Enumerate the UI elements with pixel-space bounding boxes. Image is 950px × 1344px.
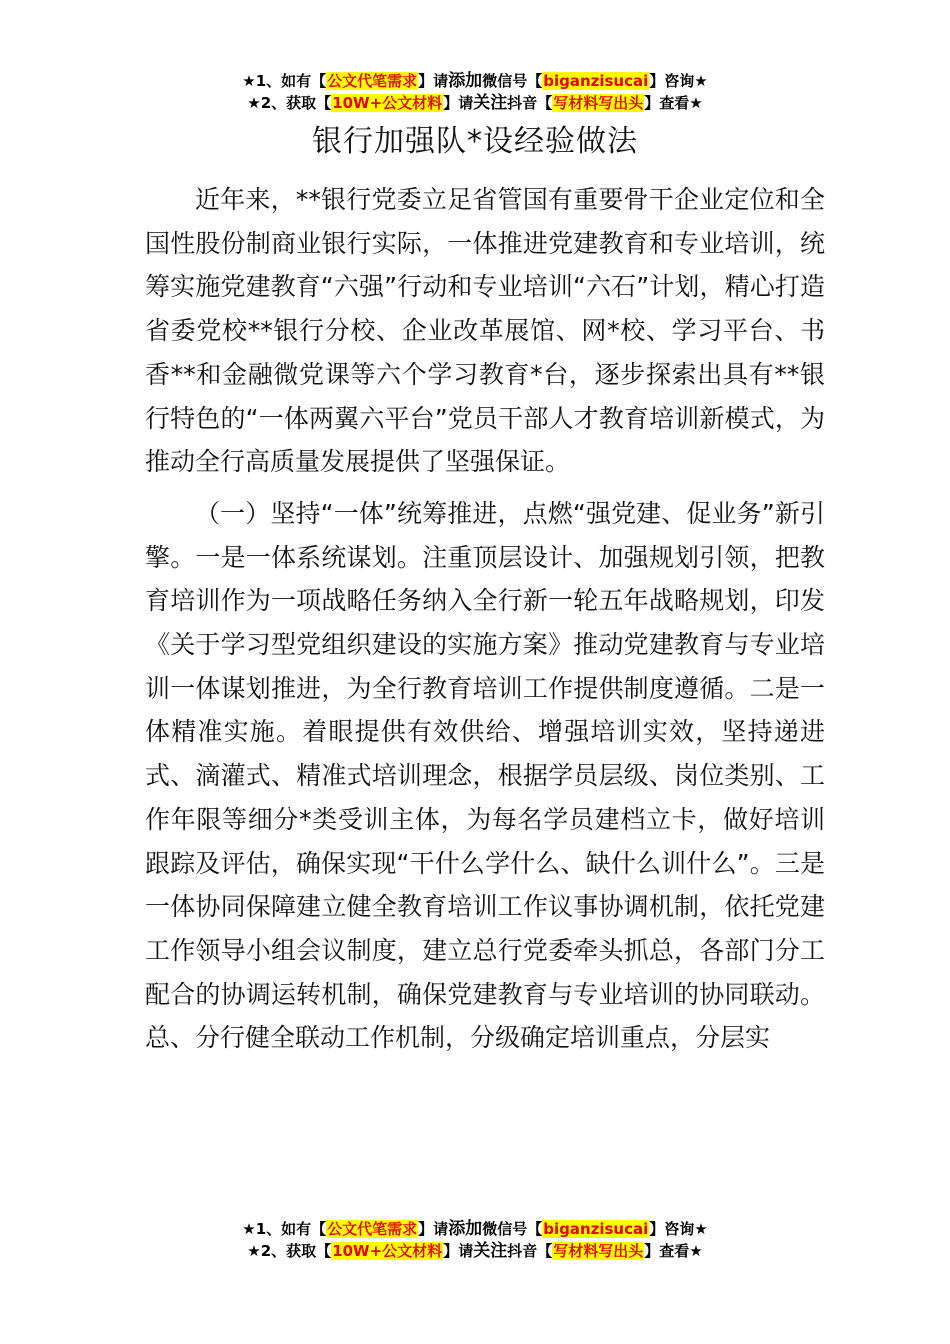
banner-text: 】查看★	[644, 1242, 703, 1260]
paragraph-section-1: （一）坚持“一体”统筹推进，点燃“强党建、促业务”新引擎。一是一体系统谋划。注重顶层设计、加强规划引领，把教育培训作为一项战略任务纳入全行新一轮五年战略规划，印发《关于学习型党组织建设的实施方案》推动党建教育与专业培训一体谋划推进，为全行教育培训工作提供制度遵循。二是一体精准实施。着眼提供有效供给、增强培训实效，坚持递进式、滴灌式、精准式培训理念，根据学员层级、岗位类别、工作年限等细分*类受训主体，为每名学员建档立卡，做好培训跟踪及评估，确保实现“干什么学什么、缺什么训什么”。三是一体协同保障建立健全教育培训工作议事协调机制，依托党建工作领导小组会议制度，建立总行党委牵头抓总，各部门分工配合的协调运转机制，确保党建教育与专业培训的协同联动。总、分行健全联动工作机制，分级确定培训重点，分层实	[145, 498, 825, 1053]
banner-text: 】请	[443, 94, 474, 112]
banner-emphasis: 关注	[473, 1241, 508, 1261]
banner-text: 微信号【	[482, 72, 543, 90]
document-body	[145, 178, 825, 1060]
banner-text: ★1、如有【	[242, 72, 327, 90]
banner-text: 抖音【	[507, 1242, 553, 1260]
highlight-douyin: 写材料写出头	[553, 1242, 644, 1260]
banner-text: 】咨询★	[649, 1220, 708, 1238]
banner-line-1	[0, 70, 950, 92]
banner-text: 】请	[418, 72, 449, 90]
highlight-materials: 10W+公文材料	[332, 94, 443, 112]
banner-text: 微信号【	[482, 1220, 543, 1238]
highlight-ghostwriting: 公文代笔需求	[327, 1220, 418, 1238]
footer-banner	[0, 1218, 950, 1262]
highlight-douyin: 写材料写出头	[553, 94, 644, 112]
banner-text: 抖音【	[507, 94, 553, 112]
banner-emphasis: 关注	[473, 93, 508, 113]
highlight-materials: 10W+公文材料	[332, 1242, 443, 1260]
banner-text: ★2、获取【	[247, 94, 332, 112]
banner-line-1	[0, 1218, 950, 1240]
document-title: 银行加强队*设经验做法	[312, 124, 638, 159]
banner-text: 】请	[443, 1242, 474, 1260]
highlight-ghostwriting: 公文代笔需求	[327, 72, 418, 90]
banner-emphasis: 添加	[448, 71, 483, 91]
banner-text: 】咨询★	[649, 72, 708, 90]
banner-text: ★2、获取【	[247, 1242, 332, 1260]
highlight-wechat-id: biganzisucai	[543, 1220, 649, 1238]
banner-emphasis: 添加	[448, 1219, 483, 1239]
banner-text: 】查看★	[644, 94, 703, 112]
banner-text: ★1、如有【	[242, 1220, 327, 1238]
banner-line-2	[0, 92, 950, 114]
header-banner	[0, 70, 950, 114]
paragraph-intro: 近年来，**银行党委立足省管国有重要骨干企业定位和全国性股份制商业银行实际，一体推进党建教育和专业培训，统筹实施党建教育“六强”行动和专业培训“六石”计划，精心打造省委党校**银行分校、企业改革展馆、网*校、学习平台、书香**和金融微党课等六个学习教育*台，逐步探索出具有**银行特色的“一体两翼六平台”党员干部人才教育培训新模式，为推动全行高质量发展提供了坚强保证。	[145, 185, 825, 477]
banner-line-2	[0, 1240, 950, 1262]
banner-text: 】请	[418, 1220, 449, 1238]
highlight-wechat-id: biganzisucai	[543, 72, 649, 90]
